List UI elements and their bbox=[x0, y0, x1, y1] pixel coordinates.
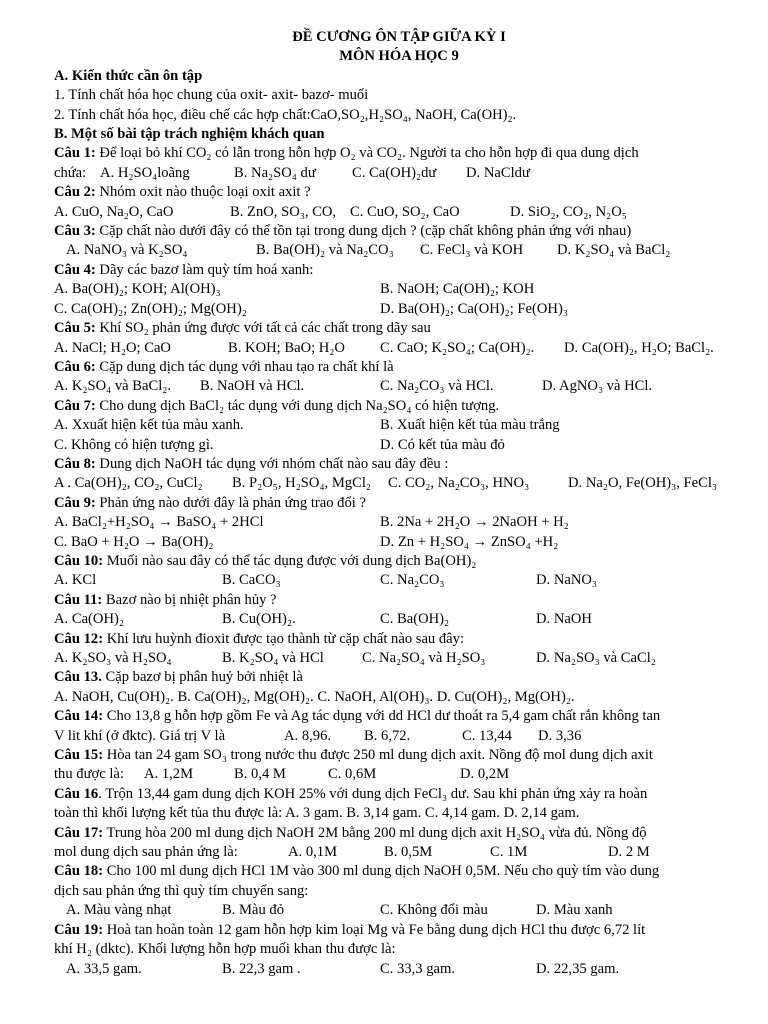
question-18: Câu 18: Cho 100 ml dung dịch HCl 1M vào 300 ml dung dịch NaOH 0,5M. Nếu cho quỳ tím vào dung bbox=[54, 863, 660, 880]
question-15-options: thu được là: A. 1,2M B. 0,4 M C. 0,6M D. 0,2M bbox=[54, 766, 510, 783]
question-10: Câu 10: Muối nào sau đây có thể tác dụng được với dung dịch Ba(OH)₂ bbox=[54, 552, 477, 569]
question-16-options: toàn thì khối lượng kết tủa thu được là: A. 3 gam. B. 3,14 gam. C. 4,14 gam. D. 2,14 gam. bbox=[54, 805, 580, 822]
section-a-item-1: 1. Tính chất hóa học chung của oxit- axit- bazơ- muối bbox=[54, 87, 369, 104]
question-4: Câu 4: Dãy các bazơ làm quỳ tím hoá xanh: bbox=[54, 261, 314, 278]
section-b-heading: B. Một số bài tập trách nghiệm khách quan bbox=[54, 126, 325, 143]
question-4-options-cd: C. Ca(OH)₂; Zn(OH)₂; Mg(OH)₂ D. Ba(OH)₂; Ca(OH)₂; Fe(OH)₃ bbox=[54, 300, 568, 317]
question-8-options: A . Ca(OH)₂, CO₂, CuCl₂ B. P₂O₅, H₂SO₄, MgCl₂ C. CO₂, Na₂CO₃, HNO₃ D. Na₂O, Fe(OH)₃, FeCl₃ bbox=[54, 475, 718, 492]
question-1-options: chứa: A. H₂SO₄loãng B. Na₂SO₄ dư C. Ca(OH)₂dư D. NaCldư bbox=[54, 164, 530, 181]
question-5-options: A. NaCl; H₂O; CaO B. KOH; BaO; H₂O C. CaO; K₂SO₄; Ca(OH)₂. D. Ca(OH)₂, H₂O; BaCl₂. bbox=[54, 339, 714, 356]
question-15: Câu 15: Hòa tan 24 gam SO₃ trong nước thu được 250 ml dung dịch axit. Nồng độ mol dung dịch axit bbox=[54, 747, 653, 764]
question-9-options-ab: A. BaCl₂+H₂SO₄ → BaSO₄ + 2HCl B. 2Na + 2H₂O → 2NaOH + H₂ bbox=[54, 514, 569, 531]
question-14-options: V lit khí (ở đktc). Giá trị V là A. 8,96. B. 6,72. C. 13,44 D. 3,36 bbox=[54, 727, 582, 744]
question-7-options-cd: C. Không có hiện tượng gì. D. Có kết tủa màu đỏ bbox=[54, 436, 505, 453]
question-8: Câu 8: Dung dịch NaOH tác dụng với nhóm chất nào sau đây đều : bbox=[54, 455, 449, 472]
question-9: Câu 9: Phản ứng nào dưới đây là phản ứng trao đổi ? bbox=[54, 494, 366, 511]
question-1: Câu 1: Để loại bỏ khí CO₂ có lẫn trong hỗn hợp O₂ và CO₂. Người ta cho hỗn hợp đi qua dung dịch bbox=[54, 145, 639, 162]
doc-title: ĐỀ CƯƠNG ÔN TẬP GIỮA KỲ I bbox=[292, 29, 506, 45]
question-3-options: A. NaNO₃ và K₂SO₄ B. Ba(OH)₂ và Na₂CO₃ C. FeCl₃ và KOH D. K₂SO₄ và BaCl₂ bbox=[66, 242, 671, 259]
question-13-options: A. NaOH, Cu(OH)₂. B. Ca(OH)₂, Mg(OH)₂. C. NaOH, Al(OH)₃. D. Cu(OH)₂, Mg(OH)₂. bbox=[54, 688, 575, 705]
question-10-options: A. KCl B. CaCO₃ C. Na₂CO₃ D. NaNO₃ bbox=[54, 572, 598, 589]
section-a-item-2: 2. Tính chất hóa học, điều chế các hợp chất:CaO,SO₂,H₂SO₄, NaOH, Ca(OH)₂. bbox=[54, 106, 517, 123]
question-16: Câu 16. Trộn 13,44 gam dung dịch KOH 25% với dung dịch FeCl₃ dư. Sau khi phản ứng xảy ra hoàn bbox=[54, 785, 648, 802]
question-4-options-ab: A. Ba(OH)₂; KOH; Al(OH)₃ B. NaOH; Ca(OH)₂; KOH bbox=[54, 281, 535, 298]
question-7-options-ab: A. Xxuất hiện kết tủa màu xanh. B. Xuất hiện kết tủa màu trắng bbox=[54, 417, 560, 434]
question-6: Câu 6: Cặp dung dịch tác dụng với nhau tạo ra chất khí là bbox=[54, 358, 394, 375]
question-5: Câu 5: Khí SO₂ phản ứng được với tất cả các chất trong dãy sau bbox=[54, 320, 431, 337]
question-2: Câu 2: Nhóm oxit nào thuộc loại oxit axit ? bbox=[54, 184, 311, 201]
question-3: Câu 3: Cặp chất nào dưới đây có thể tồn tại trong dung dịch ? (cặp chất không phản ứng với nhau) bbox=[54, 223, 632, 240]
question-7: Câu 7: Cho dung dịch BaCl₂ tác dụng với dung dịch Na₂SO₄ có hiện tượng. bbox=[54, 397, 500, 414]
question-19-options: A. 33,5 gam. B. 22,3 gam . C. 33,3 gam. D. 22,35 gam. bbox=[66, 960, 620, 977]
section-a-heading: A. Kiến thức cần ôn tập bbox=[54, 67, 203, 84]
question-19: Câu 19: Hoà tan hoàn toàn 12 gam hỗn hợp kim loại Mg và Fe bằng dung dịch HCl thu được 6,72 lít bbox=[54, 921, 646, 938]
question-14: Câu 14: Cho 13,8 g hỗn hợp gồm Fe và Ag tác dụng với dd HCl dư thoát ra 5,4 gam chất rắn không tan bbox=[54, 708, 661, 725]
question-11: Câu 11: Bazơ nào bị nhiệt phân hủy ? bbox=[54, 591, 277, 608]
question-6-options: A. K₂SO₄ và BaCl₂. B. NaOH và HCl. C. Na₂CO₃ và HCl. D. AgNO₃ và HCl. bbox=[54, 378, 653, 395]
question-18-line-2: dịch sau phản ứng thì quỳ tím chuyển sang: bbox=[54, 882, 309, 899]
question-18-options: A. Màu vàng nhạt B. Màu đỏ C. Không đổi màu D. Màu xanh bbox=[66, 902, 613, 919]
question-12: Câu 12: Khí lưu huỳnh đioxit được tạo thành từ cặp chất nào sau đây: bbox=[54, 630, 465, 647]
question-2-options: A. CuO, Na₂O, CaO B. ZnO, SO₃, CO, C. CuO, SO₂, CaO D. SiO₂, CO₂, N₂O₅ bbox=[54, 203, 627, 220]
document-page bbox=[54, 28, 744, 979]
question-12-options: A. K₂SO₃ và H₂SO₄ B. K₂SO₄ và HCl C. Na₂SO₄ và H₂SO₃ D. Na₂SO₃ và CaCl₂ bbox=[54, 650, 656, 666]
question-13: Câu 13. Cặp bazơ bị phân huỷ bởi nhiệt là bbox=[54, 669, 303, 686]
question-11-options: A. Ca(OH)₂ B. Cu(OH)₂. C. Ba(OH)₂ D. NaOH bbox=[54, 611, 592, 628]
question-9-options-cd: C. BaO + H₂O → Ba(OH)₂ D. Zn + H₂SO₄ → ZnSO₄ +H₂ bbox=[54, 533, 559, 550]
question-17: Câu 17: Trung hòa 200 ml dung dịch NaOH 2M bằng 200 ml dung dịch axit H₂SO₄ vừa đủ. Nồng độ bbox=[54, 824, 647, 841]
question-19-line-2: khí H₂ (dktc). Khối lượng hỗn hợp muối khan thu được là: bbox=[54, 941, 396, 958]
doc-subtitle: MÔN HÓA HỌC 9 bbox=[339, 48, 459, 65]
question-17-options: mol dung dịch sau phản ứng là: A. 0,1M B. 0,5M C. 1M D. 2 M bbox=[54, 844, 650, 861]
